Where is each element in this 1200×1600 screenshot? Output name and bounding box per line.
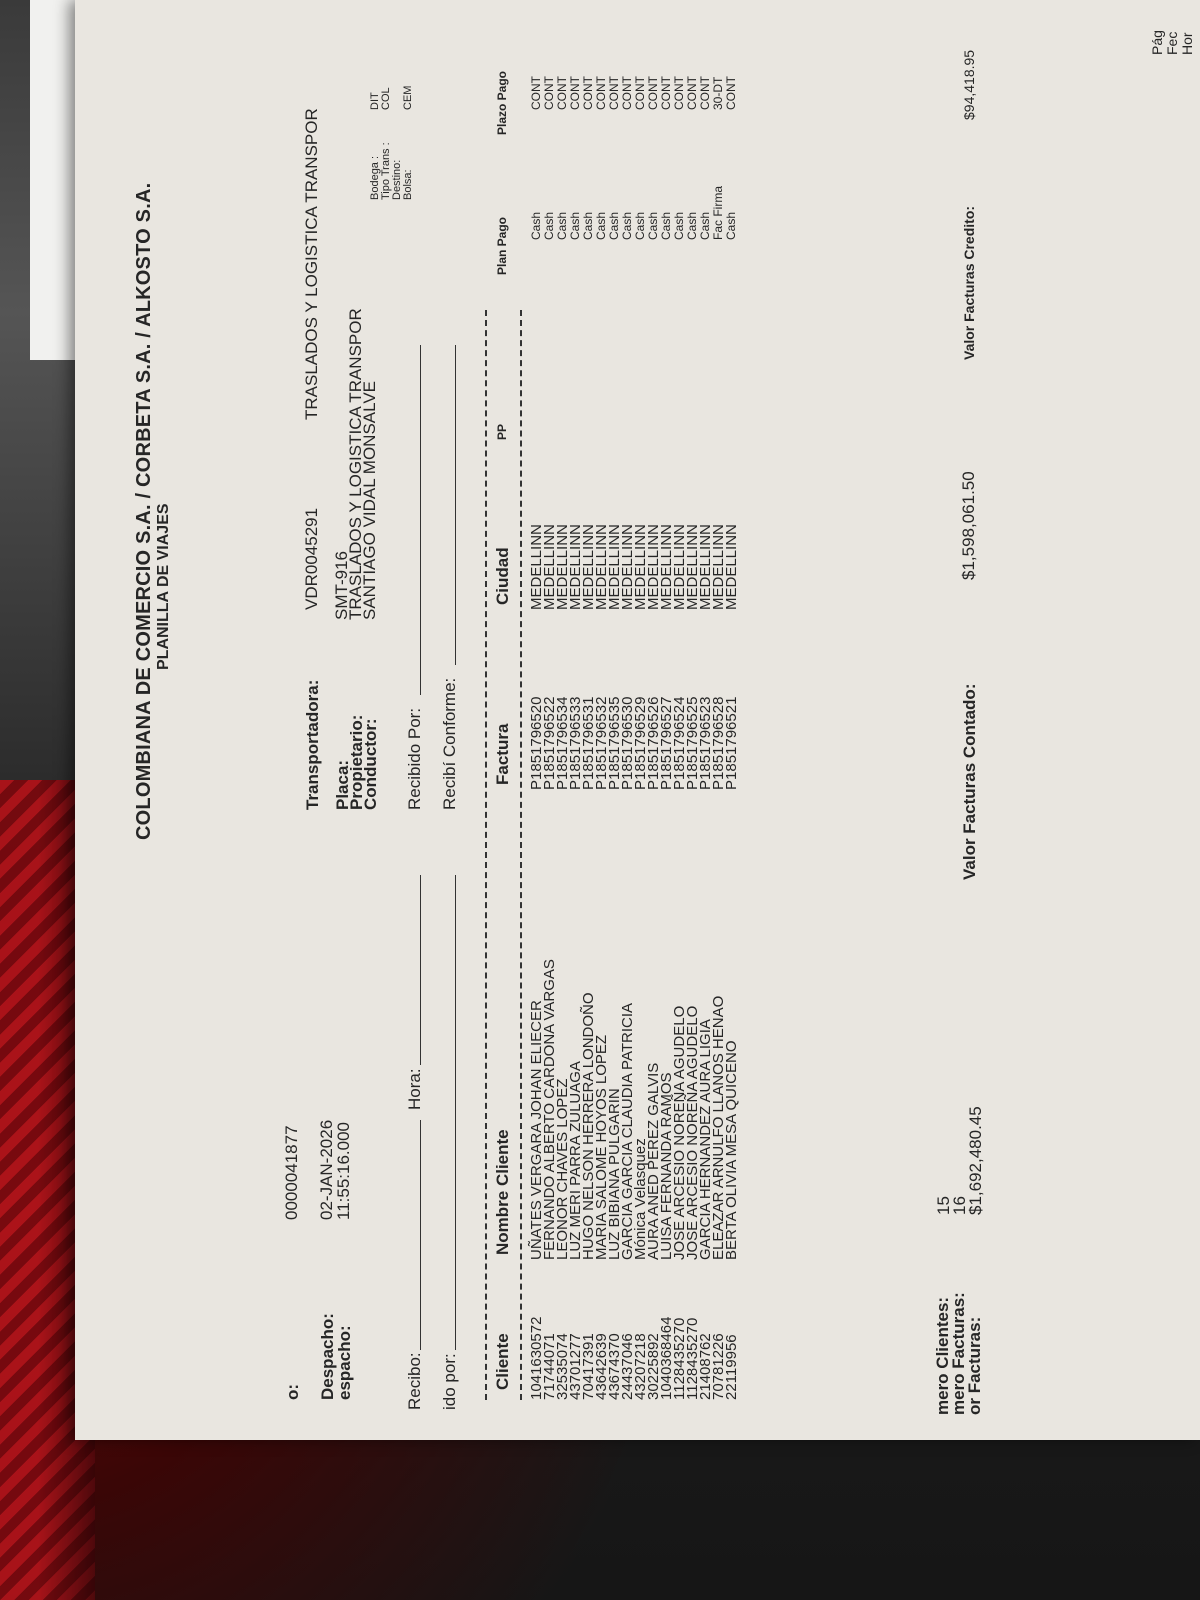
table-row-plazo: CONT xyxy=(542,76,556,110)
table-row-plazo: CONT xyxy=(724,76,738,110)
valor-facturas-label: or Facturas: xyxy=(965,1316,984,1415)
recibido-por-line xyxy=(420,345,421,695)
table-row-cliente: 1128435270 xyxy=(671,1317,688,1400)
table-row-pp: N xyxy=(632,524,649,535)
table-row-ciudad: MEDELLIN xyxy=(541,534,558,610)
table-row-plazo: CONT xyxy=(594,76,608,110)
table-row-pp: N xyxy=(723,524,740,535)
table-row-pp: N xyxy=(684,524,701,535)
planilla-number-label: o: xyxy=(283,1383,302,1400)
bolsa-label: Bolsa: xyxy=(402,169,414,200)
table-row-nombre: MARIA SALOME HOYOS LOPEZ xyxy=(593,1034,610,1260)
table-row-pp: N xyxy=(580,524,597,535)
col-header-cliente: Cliente xyxy=(493,1333,512,1390)
table-row-nombre: LUZ BIBIANA PULGARIN xyxy=(606,1088,623,1260)
table-row-ciudad: MEDELLIN xyxy=(684,534,701,610)
table-row-pp: N xyxy=(658,524,675,535)
table-row-nombre: ELEAZAR ARNULFO LLANOS HENAO xyxy=(710,995,727,1260)
table-row-plazo: CONT xyxy=(529,76,543,110)
despacho-date: 02-JAN-2026 xyxy=(317,1119,336,1220)
table-row-plan: Cash xyxy=(568,211,582,240)
recibo-label: Recibo: xyxy=(405,1352,424,1410)
table-row-cliente: 43642639 xyxy=(593,1333,610,1400)
total-facturas-label: mero Facturas: xyxy=(949,1292,968,1415)
hora-line xyxy=(420,875,421,1065)
total-clientes-label: mero Clientes: xyxy=(933,1296,952,1415)
table-row-factura: P1851796526 xyxy=(645,696,662,790)
table-row-nombre: UÑATES VERGARA JOHAN ELIECER xyxy=(528,1000,545,1260)
table-row-plazo: CONT xyxy=(646,76,660,110)
table-row-ciudad: MEDELLIN xyxy=(606,534,623,610)
col-header-pp: PP xyxy=(495,423,509,440)
bodega-label: Bodega : xyxy=(369,155,381,200)
table-row-ciudad: MEDELLIN xyxy=(567,534,584,610)
ciudad-column xyxy=(530,535,738,610)
recibi-conforme-label: Recibí Conforme: xyxy=(440,677,459,810)
table-row-ciudad: MEDELLIN xyxy=(619,534,636,610)
table-row-nombre: GARCIA GARCIA CLAUDIA PATRICIA xyxy=(619,1002,636,1260)
table-row-plazo: CONT xyxy=(568,76,582,110)
time-label-fragment: Hor xyxy=(1179,32,1195,55)
placa-value: SMT-916 xyxy=(332,551,351,620)
table-row-pp: N xyxy=(593,524,610,535)
document-subtitle: PLANILLA DE VIAJES xyxy=(155,503,172,670)
table-row-ciudad: MEDELLIN xyxy=(658,534,675,610)
header-top-rule xyxy=(485,310,487,1400)
table-row-factura: P1851796532 xyxy=(593,696,610,790)
table-row-cliente: 24437046 xyxy=(619,1333,636,1400)
table-row-pp: N xyxy=(606,524,623,535)
table-row-ciudad: MEDELLIN xyxy=(554,534,571,610)
recibido-por-label: Recibido Por: xyxy=(405,707,424,810)
table-row-nombre: AURA ANED PEREZ GALVIS xyxy=(645,1062,662,1260)
date-label-fragment: Fec xyxy=(1164,31,1180,55)
table-row-ciudad: MEDELLIN xyxy=(710,534,727,610)
table-row-nombre: BERTA OLIVIA MESA QUICENO xyxy=(723,1040,740,1260)
bodega-value: DIT xyxy=(369,92,381,110)
table-row-plan: Cash xyxy=(555,211,569,240)
total-facturas: 16 xyxy=(950,1196,969,1215)
planilla-de-viajes xyxy=(75,20,1200,1440)
table-row-nombre: HUGO NELSON HERRERA LONDOÑO xyxy=(580,992,597,1260)
planilla-number: 0000041877 xyxy=(282,1125,301,1220)
propietario-value: TRASLADOS Y LOGISTICA TRANSPOR xyxy=(346,308,365,620)
page-label-fragment: Pág xyxy=(1149,30,1165,55)
table-row-pp: N xyxy=(567,524,584,535)
table-row-cliente: 43674370 xyxy=(606,1333,623,1400)
tipo-trans-label: Tipo Trans : xyxy=(380,142,392,200)
placa-label: Placa: xyxy=(333,759,352,810)
table-row-factura: P1851796520 xyxy=(528,696,545,790)
transportadora-code: VDR0045291 xyxy=(302,507,321,610)
table-row-plan: Cash xyxy=(659,211,673,240)
header-bottom-rule xyxy=(520,310,522,1400)
table-row-plazo: CONT xyxy=(685,76,699,110)
table-row-cliente: 70417391 xyxy=(580,1333,597,1400)
table-row-plan: Cash xyxy=(724,211,738,240)
table-row-plazo: CONT xyxy=(555,76,569,110)
table-row-factura: P1851796523 xyxy=(697,696,714,790)
table-row-cliente: 22119956 xyxy=(723,1334,740,1400)
table-row-pp: N xyxy=(619,524,636,535)
col-header-nombre: Nombre Cliente xyxy=(493,1129,512,1255)
cliente-column xyxy=(530,1317,738,1400)
table-row-cliente: 70781226 xyxy=(710,1333,727,1400)
table-row-plan: Cash xyxy=(581,211,595,240)
table-row-factura: P1851796534 xyxy=(554,696,571,790)
plazo-pago-column xyxy=(530,76,738,110)
table-row-pp: N xyxy=(528,524,545,535)
table-row-cliente: 1128435270 xyxy=(684,1317,701,1400)
tipo-trans-value: COL xyxy=(380,87,392,110)
table-row-plazo: 30-DT xyxy=(711,76,725,110)
nombre-column xyxy=(530,959,738,1260)
table-row-factura: P1851796529 xyxy=(632,696,649,790)
table-row-nombre: JOSE ARCESIO NOREÑA AGUDELO xyxy=(671,1005,688,1260)
table-row-nombre: LUZ MERI PARRA ZULUAGA xyxy=(567,1061,584,1260)
table-row-cliente: 21408762 xyxy=(697,1333,714,1400)
table-row-factura: P1851796522 xyxy=(541,696,558,790)
col-header-plan-pago: Plan Pago xyxy=(495,216,509,275)
table-row-nombre: Mónica Velasquez xyxy=(632,1138,649,1260)
table-row-factura: P1851796527 xyxy=(658,696,675,790)
table-row-plazo: CONT xyxy=(620,76,634,110)
despacho-label: Despacho: xyxy=(318,1313,337,1400)
pp-column xyxy=(530,524,738,535)
table-row-ciudad: MEDELLIN xyxy=(528,534,545,610)
table-row-nombre: FERNANDO ALBERTO CARDONA VARGAS xyxy=(541,959,558,1260)
table-row-factura: P1851796528 xyxy=(710,696,727,790)
valor-credito-label: Valor Facturas Credito: xyxy=(961,205,977,360)
table-row-plan: Cash xyxy=(633,211,647,240)
destino-value: CEM xyxy=(402,85,414,110)
elaborado-por-label: ido por: xyxy=(440,1353,459,1410)
table-row-factura: P1851796524 xyxy=(671,696,688,790)
company-title: COLOMBIANA DE COMERCIO S.A. / CORBETA S.A. / ALKOSTO S.A. xyxy=(133,182,155,840)
table-row-plazo: CONT xyxy=(672,76,686,110)
propietario-label: Propietario: xyxy=(347,714,366,810)
table-row-factura: P1851796533 xyxy=(567,696,584,790)
table-row-ciudad: MEDELLIN xyxy=(645,534,662,610)
table-row-plan: Cash xyxy=(594,211,608,240)
col-header-plazo-pago: Plazo Pago xyxy=(495,70,509,135)
table-row-plan: Cash xyxy=(542,211,556,240)
table-row-pp: N xyxy=(697,524,714,535)
factura-column xyxy=(530,697,738,790)
table-row-plazo: CONT xyxy=(698,76,712,110)
transportadora-label: Transportadora: xyxy=(303,679,322,810)
col-header-factura: Factura xyxy=(493,723,512,785)
table-row-ciudad: MEDELLIN xyxy=(723,534,740,610)
table-row-plazo: CONT xyxy=(581,76,595,110)
valor-contado-label: Valor Facturas Contado: xyxy=(960,683,979,880)
table-row-cliente: 43701277 xyxy=(567,1333,584,1400)
table-row-plazo: CONT xyxy=(659,76,673,110)
table-row-factura: P1851796521 xyxy=(723,696,740,790)
table-row-plan: Cash xyxy=(698,211,712,240)
transportadora-name: TRASLADOS Y LOGISTICA TRANSPOR xyxy=(302,108,321,420)
table-row-ciudad: MEDELLIN xyxy=(593,534,610,610)
table-row-pp: N xyxy=(554,524,571,535)
recibo-line xyxy=(420,1120,421,1350)
printed-sheet xyxy=(75,0,1200,1440)
table-row-plan: Cash xyxy=(607,211,621,240)
table-row-factura: P1851796531 xyxy=(580,696,597,790)
table-row-plan: Cash xyxy=(529,211,543,240)
table-row-plan: Fac Firma xyxy=(711,186,725,240)
table-row-ciudad: MEDELLIN xyxy=(580,534,597,610)
hora-despacho-label: espacho: xyxy=(335,1325,354,1400)
valor-contado: $1,598,061.50 xyxy=(959,471,978,580)
table-row-plazo: CONT xyxy=(607,76,621,110)
valor-credito: $94,418.95 xyxy=(961,49,977,120)
plan-pago-column xyxy=(530,186,738,240)
table-row-factura: P1851796525 xyxy=(684,696,701,790)
table-row-ciudad: MEDELLIN xyxy=(697,534,714,610)
table-row-pp: N xyxy=(541,524,558,535)
table-row-plan: Cash xyxy=(672,211,686,240)
table-row-nombre: JOSE ARCESIO NOREÑA AGUDELO xyxy=(684,1005,701,1260)
elaborado-por-line xyxy=(455,875,456,1350)
table-row-plazo: CONT xyxy=(633,76,647,110)
destino-label: Destino: xyxy=(391,159,403,200)
hora-label: Hora: xyxy=(405,1068,424,1110)
table-row-cliente: 30225892 xyxy=(645,1333,662,1400)
table-row-ciudad: MEDELLIN xyxy=(671,534,688,610)
valor-facturas: $1,692,480.45 xyxy=(966,1106,985,1215)
table-row-cliente: 1041630572 xyxy=(528,1316,545,1400)
table-row-cliente: 43207218 xyxy=(632,1333,649,1400)
table-row-pp: N xyxy=(671,524,688,535)
table-row-factura: P1851796535 xyxy=(606,696,623,790)
table-row-nombre: GARCIA HERNANDEZ AURA LIGIA xyxy=(697,1019,714,1260)
table-row-plan: Cash xyxy=(620,211,634,240)
table-row-pp: N xyxy=(710,524,727,535)
recibi-conforme-line xyxy=(455,345,456,665)
despacho-time: 11:55:16.000 xyxy=(334,1122,353,1220)
table-row-cliente: 32535074 xyxy=(554,1333,571,1400)
table-row-nombre: LUISA FERNANDA RAMOS xyxy=(658,1072,675,1260)
table-row-cliente: 71744071 xyxy=(541,1333,558,1400)
table-row-nombre: LEONOR CHAVES LOPEZ xyxy=(554,1078,571,1260)
table-row-pp: N xyxy=(645,524,662,535)
conductor-value: SANTIAGO VIDAL MONSALVE xyxy=(360,380,379,620)
total-clientes: 15 xyxy=(934,1196,953,1215)
table-row-factura: P1851796530 xyxy=(619,696,636,790)
table-row-cliente: 1040368464 xyxy=(658,1316,675,1400)
col-header-ciudad: Ciudad xyxy=(493,547,512,605)
table-row-ciudad: MEDELLIN xyxy=(632,534,649,610)
table-row-plan: Cash xyxy=(685,211,699,240)
table-row-plan: Cash xyxy=(646,211,660,240)
conductor-label: Conductor: xyxy=(361,718,380,810)
